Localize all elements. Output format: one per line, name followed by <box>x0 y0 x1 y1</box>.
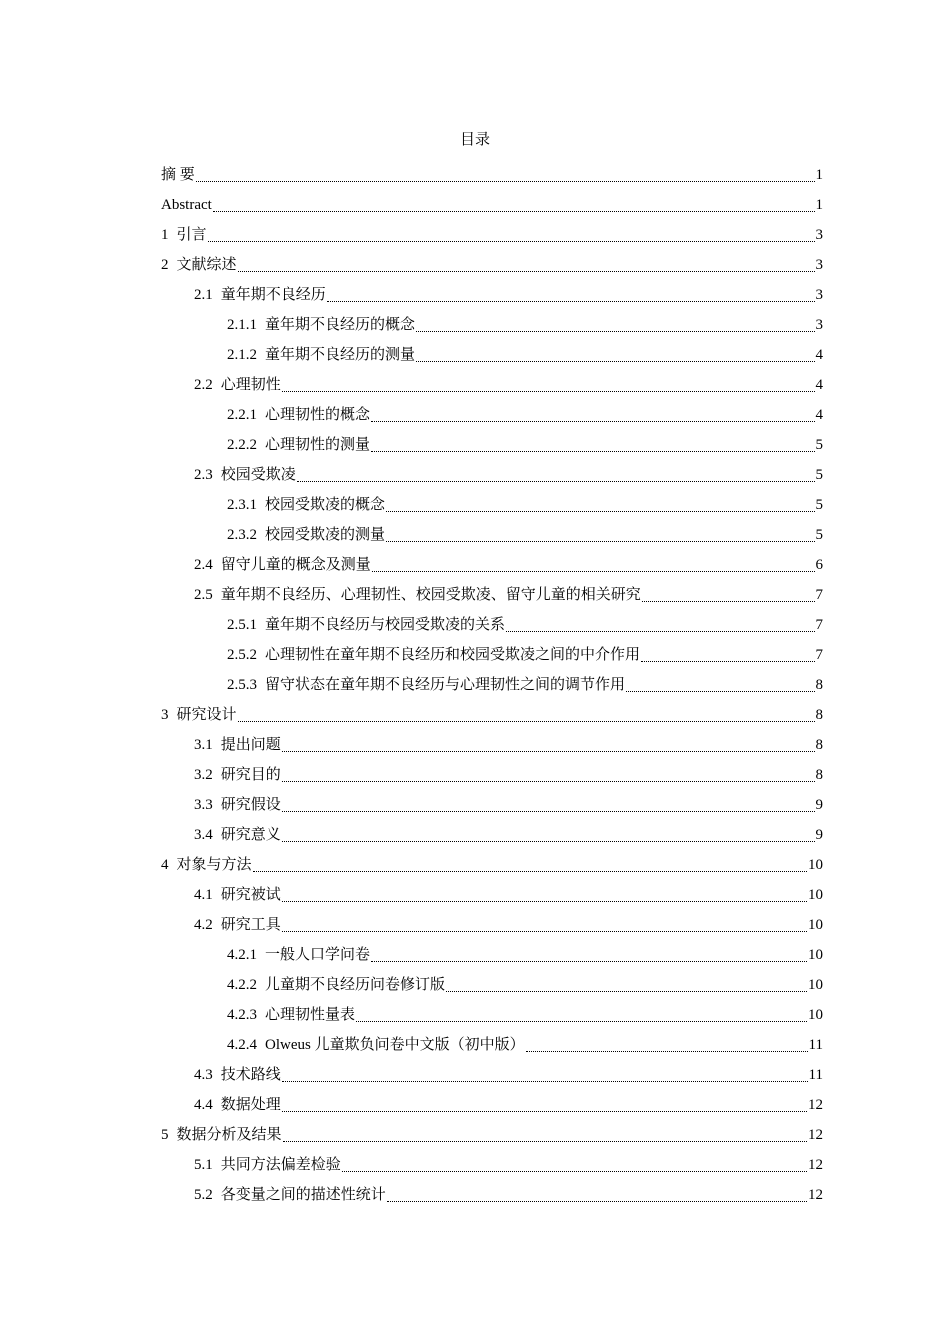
toc-entry-number: 4.3 <box>194 1067 213 1083</box>
toc-entry-title: 技术路线 <box>220 1067 281 1083</box>
toc-entry-title: 校园受欺凌的测量 <box>265 527 386 543</box>
toc-page-number: 8 <box>815 707 823 723</box>
toc-entry-number: 2.5.1 <box>227 617 257 633</box>
toc-entry-title: 心理韧性量表 <box>265 1007 356 1023</box>
toc-entry[interactable] <box>161 1115 823 1145</box>
toc-entry-number: 2.3.1 <box>227 497 257 513</box>
toc-page-number: 10 <box>808 947 823 963</box>
toc-dot-leader <box>282 780 815 782</box>
toc-page-number: 10 <box>808 917 823 933</box>
toc-entry[interactable] <box>161 215 823 245</box>
toc-entry-number: 3.3 <box>194 797 213 813</box>
toc-entry-number: 4.2.1 <box>227 947 257 963</box>
toc-dot-leader <box>416 330 814 332</box>
toc-page-number: 4 <box>815 407 823 423</box>
toc-entry[interactable] <box>161 275 823 305</box>
toc-page-number: 3 <box>815 317 823 333</box>
toc-entry-number: 5.1 <box>194 1157 213 1173</box>
toc-entry-number: 2.1.1 <box>227 317 257 333</box>
toc-dot-leader <box>282 840 815 842</box>
toc-dot-leader <box>387 1200 807 1202</box>
toc-dot-leader <box>372 570 815 572</box>
toc-entry[interactable] <box>161 815 823 845</box>
toc-page-number: 4 <box>815 347 823 363</box>
toc-entry-number: 4.2.3 <box>227 1007 257 1023</box>
toc-entry-number: 2.2.2 <box>227 437 257 453</box>
toc-entry-number: 3.2 <box>194 767 213 783</box>
toc-dot-leader <box>282 810 815 812</box>
toc-page-number: 5 <box>815 527 823 543</box>
toc-entry-title: 文献综述 <box>176 257 237 273</box>
toc-page-number: 4 <box>815 377 823 393</box>
toc-dot-leader <box>641 660 814 662</box>
toc-entry-number: 2 <box>161 257 169 273</box>
toc-entry-title: 一般人口学问卷 <box>265 947 371 963</box>
toc-dot-leader <box>282 1110 807 1112</box>
toc-page-number: 8 <box>815 767 823 783</box>
toc-entry[interactable] <box>161 935 823 965</box>
toc-dot-leader <box>297 480 815 482</box>
toc-entry-title: 儿童期不良经历问卷修订版 <box>265 977 446 993</box>
toc-entry[interactable] <box>161 965 823 995</box>
toc-entry[interactable] <box>161 1055 823 1085</box>
toc-dot-leader <box>282 390 815 392</box>
toc-dot-leader <box>626 690 814 692</box>
toc-title: 目录 <box>459 132 490 148</box>
toc-entry-number: 3.4 <box>194 827 213 843</box>
toc-page-number: 3 <box>815 257 823 273</box>
toc-entry[interactable] <box>161 515 823 545</box>
toc-entry-title: 对象与方法 <box>176 857 252 873</box>
toc-entry[interactable] <box>161 635 823 665</box>
toc-entry[interactable] <box>161 155 823 185</box>
toc-entry-number: 3.1 <box>194 737 213 753</box>
toc-dot-leader <box>642 600 815 602</box>
toc-dot-leader <box>238 720 815 722</box>
toc-entry-title: Olweus 儿童欺负问卷中文版（初中版） <box>265 1037 525 1053</box>
toc-entry-title: 留守儿童的概念及测量 <box>220 557 371 573</box>
toc-entry-number: 2.5.3 <box>227 677 257 693</box>
toc-entry-number: 4.2 <box>194 917 213 933</box>
toc-entry-number: 2.2 <box>194 377 213 393</box>
toc-dot-leader <box>506 630 814 632</box>
toc-entry-number: 4 <box>161 857 169 873</box>
toc-entry-title: 童年期不良经历的测量 <box>265 347 416 363</box>
toc-page-number: 10 <box>808 857 823 873</box>
toc-page-number: 8 <box>815 737 823 753</box>
toc-entry[interactable] <box>161 1085 823 1115</box>
toc-page-number: 8 <box>815 677 823 693</box>
toc-entry[interactable] <box>161 365 823 395</box>
toc-entry-title: 数据处理 <box>220 1097 281 1113</box>
toc-dot-leader <box>282 1080 808 1082</box>
toc-page-number: 10 <box>808 887 823 903</box>
toc-entry-title: 引言 <box>176 227 207 243</box>
toc-entry[interactable] <box>161 785 823 815</box>
toc-entry-title: 提出问题 <box>220 737 281 753</box>
toc-page-number: 12 <box>808 1187 823 1203</box>
toc-entry[interactable] <box>161 305 823 335</box>
toc-page-number: 7 <box>815 647 823 663</box>
toc-entry-number: 2.4 <box>194 557 213 573</box>
toc-entry[interactable] <box>161 1145 823 1175</box>
toc-entry-number: 2.1 <box>194 287 213 303</box>
toc-dot-leader <box>371 960 807 962</box>
toc-entry-number: 5 <box>161 1127 169 1143</box>
toc-entry-title: 心理韧性的概念 <box>265 407 371 423</box>
toc-page-number: 7 <box>815 617 823 633</box>
toc-entry[interactable] <box>161 485 823 515</box>
toc-page-number: 12 <box>808 1127 823 1143</box>
toc-entry-number: 4.1 <box>194 887 213 903</box>
toc-page-number: 11 <box>808 1037 823 1053</box>
toc-page-number: 6 <box>815 557 823 573</box>
toc-dot-leader <box>371 450 814 452</box>
toc-entry-title: 校园受欺凌 <box>220 467 296 483</box>
toc-page-number: 11 <box>808 1067 823 1083</box>
toc-entry[interactable] <box>161 395 823 425</box>
toc-entry-number: 2.2.1 <box>227 407 257 423</box>
toc-entry-number: 3 <box>161 707 169 723</box>
toc-entry-number: 4.2.4 <box>227 1037 257 1053</box>
toc-entry-number: 2.3.2 <box>227 527 257 543</box>
toc-page-number: 1 <box>815 167 823 183</box>
toc-page-number: 9 <box>815 797 823 813</box>
toc-page-number: 12 <box>808 1097 823 1113</box>
toc-page-number: 3 <box>815 227 823 243</box>
toc-entry-title: 研究意义 <box>220 827 281 843</box>
toc-entry-number: 2.5 <box>194 587 213 603</box>
toc-entry-title: 童年期不良经历 <box>220 287 326 303</box>
toc-entry-title: 校园受欺凌的概念 <box>265 497 386 513</box>
toc-entry[interactable] <box>161 455 823 485</box>
toc-entry[interactable] <box>161 905 823 935</box>
toc-page-number: 5 <box>815 467 823 483</box>
toc-page-number: 10 <box>808 1007 823 1023</box>
toc-dot-leader <box>342 1170 807 1172</box>
toc-entry-title: 心理韧性 <box>220 377 281 393</box>
toc-entry-number: 5.2 <box>194 1187 213 1203</box>
toc-entry[interactable] <box>161 1175 823 1205</box>
toc-dot-leader <box>416 360 814 362</box>
toc-entry[interactable] <box>161 185 823 215</box>
toc-list <box>161 155 823 1205</box>
toc-page-number: 3 <box>815 287 823 303</box>
toc-dot-leader <box>386 540 814 542</box>
toc-entry-title: Abstract <box>161 197 212 213</box>
toc-entry-title: 研究工具 <box>220 917 281 933</box>
toc-page-number: 10 <box>808 977 823 993</box>
toc-entry-title: 童年期不良经历、心理韧性、校园受欺凌、留守儿童的相关研究 <box>220 587 641 603</box>
toc-entry-title: 各变量之间的描述性统计 <box>220 1187 386 1203</box>
toc-entry[interactable] <box>161 875 823 905</box>
toc-entry[interactable] <box>161 695 823 725</box>
toc-page-number: 7 <box>815 587 823 603</box>
toc-entry[interactable] <box>161 755 823 785</box>
toc-page-number: 12 <box>808 1157 823 1173</box>
toc-page-number: 1 <box>815 197 823 213</box>
toc-dot-leader <box>208 240 815 242</box>
toc-entry[interactable] <box>161 545 823 575</box>
toc-dot-leader <box>371 420 814 422</box>
toc-entry-title: 研究目的 <box>220 767 281 783</box>
toc-dot-leader <box>446 990 807 992</box>
toc-entry-title: 留守状态在童年期不良经历与心理韧性之间的调节作用 <box>265 677 626 693</box>
toc-entry-number: 1 <box>161 227 169 243</box>
toc-entry-title: 数据分析及结果 <box>176 1127 282 1143</box>
toc-dot-leader <box>282 930 807 932</box>
toc-dot-leader <box>253 870 807 872</box>
toc-entry[interactable] <box>161 335 823 365</box>
toc-entry[interactable] <box>161 575 823 605</box>
toc-page-number: 5 <box>815 497 823 513</box>
toc-entry-title: 心理韧性在童年期不良经历和校园受欺凌之间的中介作用 <box>265 647 641 663</box>
toc-entry[interactable] <box>161 665 823 695</box>
toc-entry-number: 4.4 <box>194 1097 213 1113</box>
toc-entry[interactable] <box>161 995 823 1025</box>
toc-dot-leader <box>327 300 815 302</box>
toc-entry-title: 童年期不良经历的概念 <box>265 317 416 333</box>
toc-entry-title: 研究设计 <box>176 707 237 723</box>
toc-entry[interactable] <box>161 605 823 635</box>
toc-dot-leader <box>283 1140 807 1142</box>
toc-dot-leader <box>213 210 815 212</box>
toc-dot-leader <box>282 900 807 902</box>
toc-page-number: 5 <box>815 437 823 453</box>
toc-entry[interactable] <box>161 845 823 875</box>
toc-dot-leader <box>526 1050 808 1052</box>
toc-entry-title: 童年期不良经历与校园受欺凌的关系 <box>265 617 506 633</box>
toc-entry-title: 摘 要 <box>161 167 195 183</box>
toc-entry[interactable] <box>161 1025 823 1055</box>
toc-entry-title: 研究假设 <box>220 797 281 813</box>
toc-dot-leader <box>238 270 815 272</box>
toc-entry[interactable] <box>161 425 823 455</box>
toc-dot-leader <box>282 750 815 752</box>
toc-entry-number: 2.1.2 <box>227 347 257 363</box>
toc-entry[interactable] <box>161 725 823 755</box>
toc-dot-leader <box>196 180 815 182</box>
toc-dot-leader <box>386 510 814 512</box>
toc-entry-title: 心理韧性的测量 <box>265 437 371 453</box>
toc-entry-title: 共同方法偏差检验 <box>220 1157 341 1173</box>
toc-page-number: 9 <box>815 827 823 843</box>
toc-entry-title: 研究被试 <box>220 887 281 903</box>
toc-entry-number: 4.2.2 <box>227 977 257 993</box>
toc-dot-leader <box>356 1020 807 1022</box>
toc-entry[interactable] <box>161 245 823 275</box>
toc-entry-number: 2.5.2 <box>227 647 257 663</box>
toc-entry-number: 2.3 <box>194 467 213 483</box>
